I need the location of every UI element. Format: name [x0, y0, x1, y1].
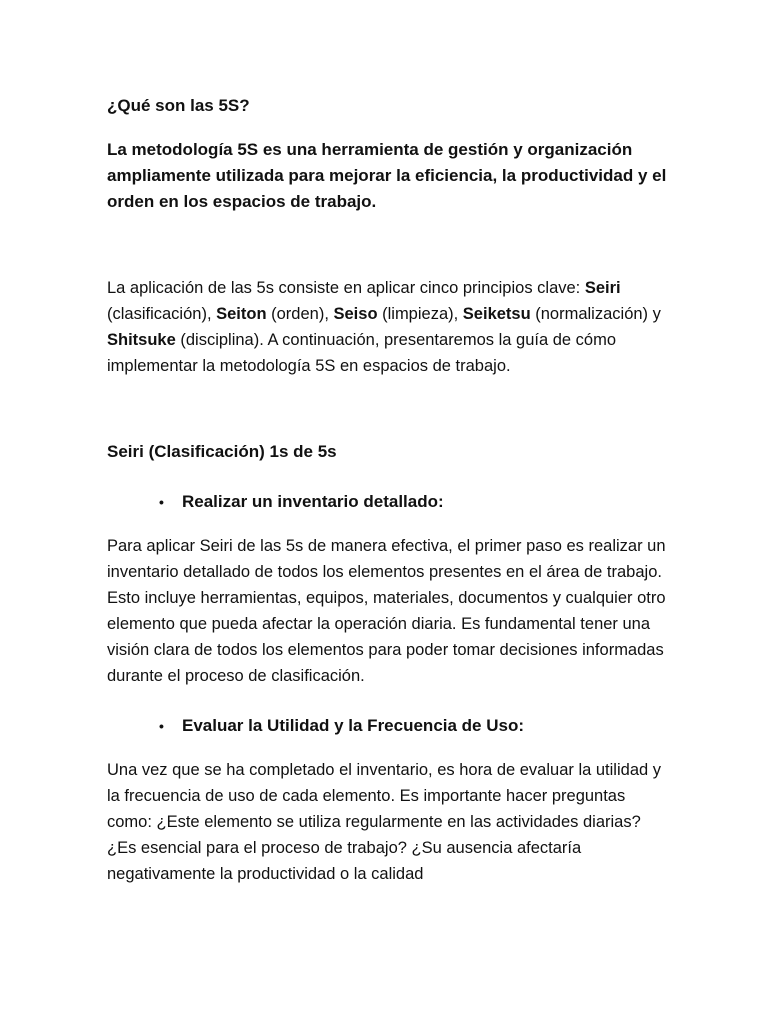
term-shitsuke: Shitsuke: [107, 331, 176, 349]
paragraph-inventory: Para aplicar Seiri de las 5s de manera efectiva, el primer paso es realizar un inventario detallado de todos los elementos presentes en el área de trabajo. Esto incluye herramientas, equipos, materiales, documentos y cualquier otro elemento que pueda afectar la operación diaria. Es fundamental tener una visión clara de todos los elementos para poder tomar decisiones informadas durante el proceso de clasificación.: [107, 537, 666, 685]
document-page: [107, 93, 667, 887]
term-seiketsu: Seiketsu: [462, 305, 531, 323]
intro-text-4: (limpieza),: [377, 305, 463, 323]
intro-text-1: La aplicación de las 5s consiste en aplicar cinco principios clave:: [107, 279, 585, 297]
document-title: ¿Qué son las 5S?: [107, 96, 250, 115]
intro-text-2: (clasificación),: [107, 305, 217, 323]
section-heading: Seiri (Clasificación) 1s de 5s: [107, 442, 337, 461]
intro-text-3: (orden),: [266, 305, 334, 323]
bullet-item-inventory: [107, 489, 667, 515]
bullet-label: Evaluar la Utilidad y la Frecuencia de Uso:: [182, 716, 525, 735]
bullet-label: Realizar un inventario detallado:: [182, 492, 444, 511]
intro-text-6: (disciplina). A continuación, presentaremos la guía de cómo implementar la metodología 5S en espacios de trabajo.: [107, 331, 617, 375]
lead-paragraph: La metodología 5S es una herramienta de gestión y organización ampliamente utilizada para mejorar la eficiencia, la productividad y el orden en los espacios de trabajo.: [107, 140, 667, 211]
term-seiri: Seiri: [584, 279, 621, 297]
intro-paragraph: [107, 275, 667, 379]
bullet-icon: •: [159, 494, 164, 510]
bullet-icon: •: [159, 718, 164, 734]
term-seiso: Seiso: [333, 305, 378, 323]
intro-text-5: (normalización) y: [530, 305, 661, 323]
term-seiton: Seiton: [216, 305, 267, 323]
bullet-item-utility: [107, 713, 667, 739]
paragraph-utility: Una vez que se ha completado el inventario, es hora de evaluar la utilidad y la frecuencia de uso de cada elemento. Es importante hacer preguntas como: ¿Este elemento se utiliza regularmente en las actividades diarias? ¿Es esencial para el proceso de trabajo? ¿Su ausencia afectaría negativamente la productividad o la calidad: [107, 761, 662, 883]
